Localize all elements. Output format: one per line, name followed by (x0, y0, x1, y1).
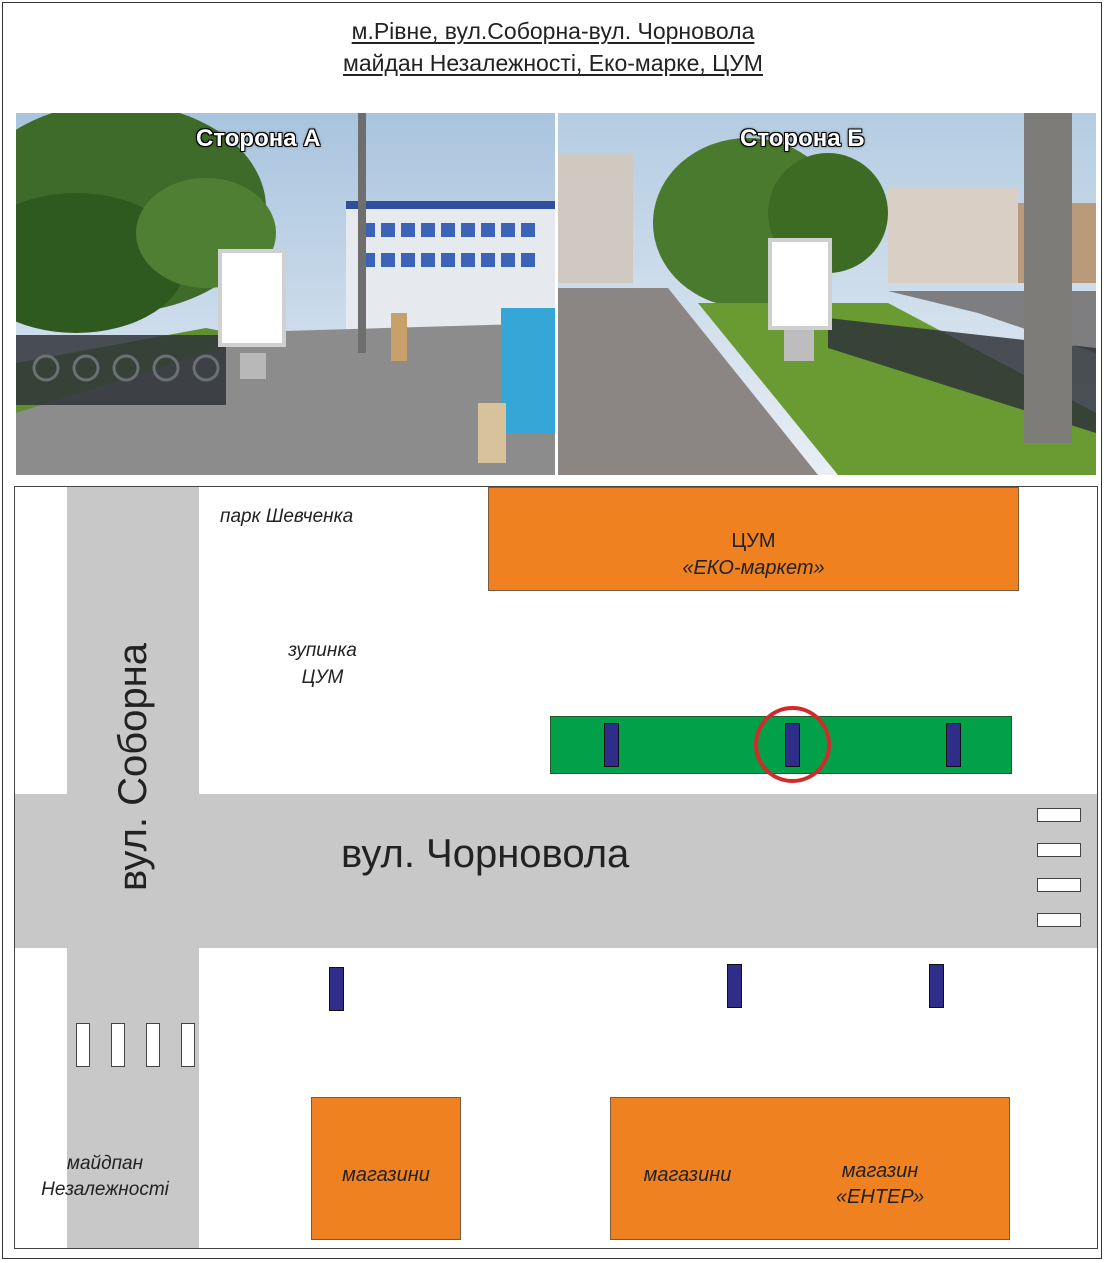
side-a-label: Сторона А (196, 125, 321, 152)
crosswalk-stripe (111, 1023, 125, 1067)
photo-side-b (558, 113, 1096, 475)
enter-label-1: магазин (841, 1160, 919, 1182)
photo-side-a (16, 113, 555, 475)
shops-left-label: магазини (342, 1164, 430, 1186)
crosswalk-stripe (1037, 913, 1081, 927)
enter-label-2: «ЕНТЕР» (835, 1186, 925, 1208)
citylight-stand (929, 964, 944, 1008)
stop-label-2: ЦУМ (301, 667, 344, 688)
tsum-label-2: «ЕКО-маркет» (682, 557, 825, 579)
location-map (14, 486, 1098, 1249)
street-soborna-label: вул. Соборна (111, 643, 155, 891)
title-line-2: майдан Незалежності, Еко-марке, ЦУМ (343, 50, 763, 76)
crosswalk-stripe (76, 1023, 90, 1067)
square-label-1: майдпан (66, 1153, 144, 1174)
stop-label-1: зупинка (288, 640, 357, 661)
square-label-2: Незалежності (41, 1179, 169, 1200)
citylight-stand (946, 723, 961, 767)
side-b-label: Сторона Б (740, 125, 865, 152)
title-line-1: м.Рівне, вул.Соборна-вул. Чорновола (351, 18, 755, 44)
crosswalk-stripe (1037, 843, 1081, 857)
crosswalk-stripe (181, 1023, 195, 1067)
highlight-circle (754, 706, 831, 783)
citylight-stand (604, 723, 619, 767)
park-label: парк Шевченка (220, 506, 354, 527)
tsum-label-1: ЦУМ (731, 530, 776, 552)
street-chornovola-label: вул. Чорновола (341, 832, 630, 876)
shops-right-label: магазини (643, 1164, 732, 1186)
citylight-stand (329, 967, 344, 1011)
crosswalk-stripe (146, 1023, 160, 1067)
crosswalk-stripe (1037, 808, 1081, 822)
citylight-stand (727, 964, 742, 1008)
crosswalk-stripe (1037, 878, 1081, 892)
